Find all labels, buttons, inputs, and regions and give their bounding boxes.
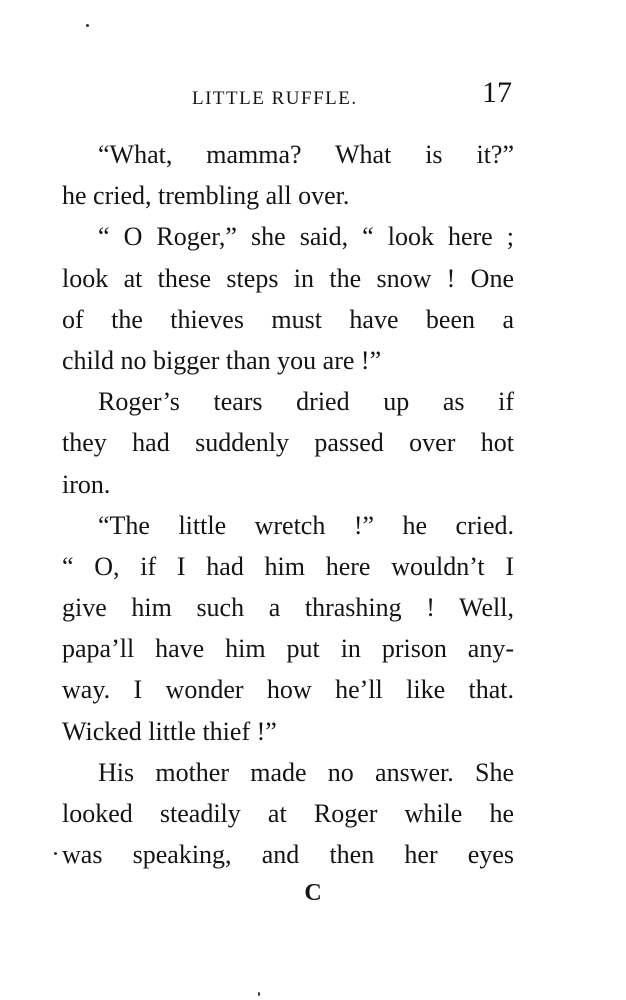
- text-line: “ O, if I had him here wouldn’t I: [62, 551, 514, 581]
- text-line: “The little wretch !” he cried.: [98, 510, 514, 540]
- text-line: His mother made no answer. She: [98, 757, 514, 787]
- text-line: Roger’s tears dried up as if: [98, 387, 514, 417]
- running-head: [62, 74, 514, 114]
- text-line: Wicked little thief !”: [62, 716, 277, 746]
- signature-mark: C: [304, 880, 322, 906]
- text-line: child no bigger than you are !”: [62, 345, 382, 375]
- paper-speck: [54, 852, 57, 855]
- running-title: LITTLE RUFFLE.: [192, 88, 358, 109]
- text-line: was speaking, and then her eyes: [62, 840, 514, 870]
- body-text: [62, 134, 514, 875]
- text-line: way. I wonder how he’ll like that.: [62, 675, 514, 705]
- paper-speck: [258, 992, 260, 996]
- text-line: “What, mamma? What is it?”: [98, 140, 514, 169]
- text-line: of the thieves must have been a: [62, 304, 514, 334]
- page-number: 17: [482, 76, 512, 109]
- text-line: looked steadily at Roger while he: [62, 799, 514, 828]
- text-line: look at these steps in the snow ! One: [62, 263, 514, 293]
- text-line: he cried, trembling all over.: [62, 181, 350, 211]
- text-line: give him such a thrashing ! Well,: [62, 593, 514, 623]
- paper-speck: [86, 24, 89, 27]
- text-line: iron.: [62, 469, 111, 499]
- text-line: “ O Roger,” she said, “ look here ;: [98, 222, 514, 252]
- text-line: papa’ll have him put in prison any-: [62, 634, 514, 664]
- text-line: they had suddenly passed over hot: [62, 428, 514, 458]
